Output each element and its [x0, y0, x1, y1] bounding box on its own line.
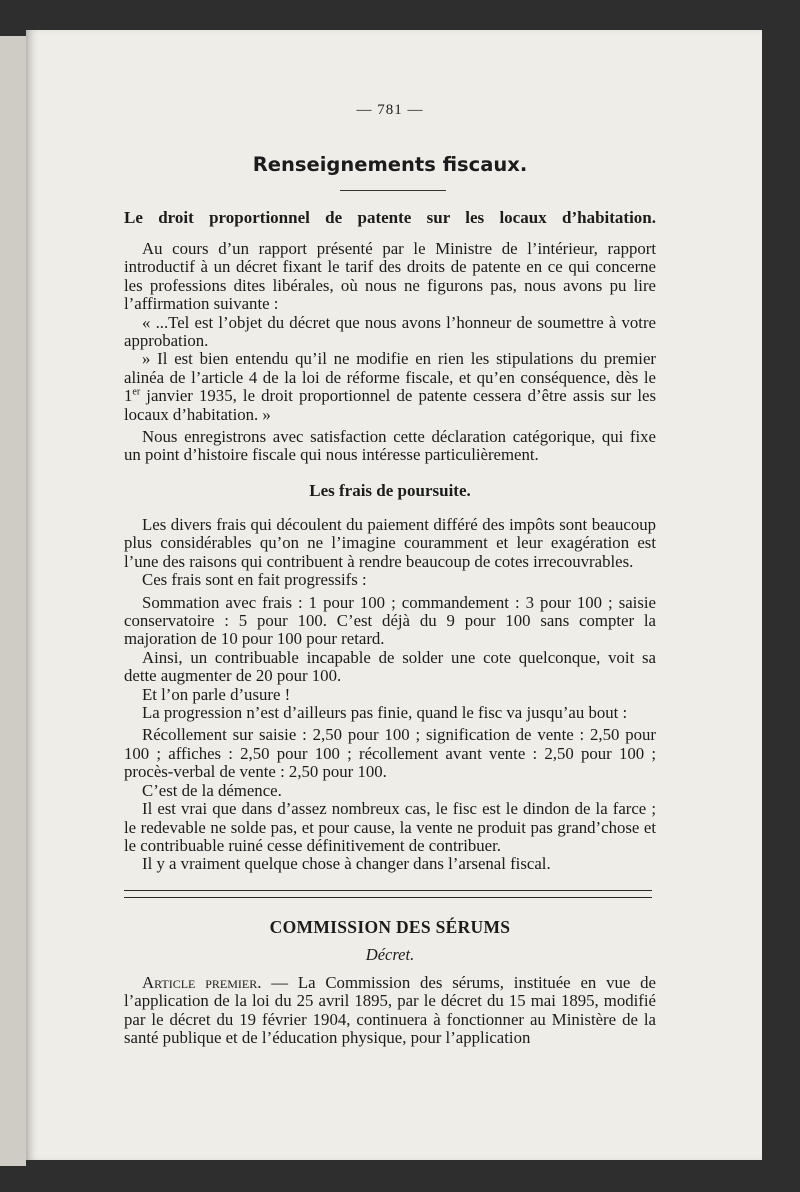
frais-paragraph: La progression n’est d’ailleurs pas finie, quand le fisc va jusqu’au bout :: [142, 703, 628, 723]
article-heading: Le droit proportionnel de patente sur les locaux d’habitation.: [124, 208, 656, 227]
article-paragraph: « ...Tel est l’objet du décret que nous avons l’honneur de soumettre à votre approbation.: [124, 312, 656, 351]
quote-continuation: [124, 350, 656, 424]
article-paragraph: Au cours d’un rapport présenté par le Ministre de l’intérieur, rapport introductif à un décret fixant le tarif des droits de patente en ce qui concerne les professions dites libérales, où nous ne figurons pas, nous avons pu lire l’affirmation suivante :: [124, 239, 656, 314]
frais-paragraph: Et l’on parle d’usure !: [142, 684, 291, 704]
page-number: — 781 —: [356, 102, 424, 118]
article-conclusion: Nous enregistrons avec satisfaction cette déclaration catégorique, qui fixe un point d’histoire fiscale qui nous intéresse particulièrement.: [124, 427, 656, 465]
article-premier-paragraph: [124, 974, 656, 1048]
section-title: Renseignements fiscaux.: [252, 153, 528, 176]
ordinal-superscript: er: [132, 386, 141, 398]
frais-body: [124, 516, 656, 874]
previous-page-edge: [0, 36, 26, 1166]
frais-paragraph: Les divers frais qui découlent du paiement différé des impôts sont beaucoup plus considérables qu’on ne l’imagine couramment et leur exagération est l’une des raisons qui contribuent à rendre beaucoup de cotes irrecouvrables.: [124, 515, 656, 571]
article-body: [124, 240, 656, 465]
frais-paragraph: Ainsi, un contribuable incapable de solder une cote quelconque, voit sa dette augmenter de 20 pour 100.: [124, 647, 656, 686]
document-page: [26, 30, 762, 1160]
section-divider: [124, 890, 652, 898]
frais-paragraph: Il y a vraiment quelque chose à changer dans l’arsenal fiscal.: [142, 854, 551, 874]
subheading-frais: Les frais de poursuite.: [309, 481, 471, 500]
article-premier-label: Article premier.: [142, 973, 262, 992]
article-premier: [124, 974, 656, 1048]
quote-text: janvier 1935, le droit proportionnel de patente cessera d’être assis sur les locaux d’habitation. »: [124, 386, 656, 424]
title-underline: [340, 190, 446, 191]
commission-title: COMMISSION DES SÉRUMS: [269, 917, 511, 937]
frais-paragraph: C’est de la démence.: [142, 780, 282, 800]
quote-text: » Il est bien entendu qu’il ne modifie en rien les stipulations du premier alinéa de l’article 4 de la loi de réforme fiscale, et qu’en conséquence, dès le 1: [124, 349, 656, 406]
frais-paragraph: Ces frais sont en fait progressifs :: [142, 570, 367, 590]
frais-paragraph: Récollement sur saisie : 2,50 pour 100 ; signification de vente : 2,50 pour 100 ; affiches : 2,50 pour 100 ; récollement avant vente : 2,50 pour 100 ; procès-verbal de vente : 2,50 pour 100.: [124, 725, 656, 782]
decret-label: Décret.: [365, 945, 415, 964]
frais-paragraph: Sommation avec frais : 1 pour 100 ; commandement : 3 pour 100 ; saisie conservatoire : 5 pour 100. C’est déjà du 9 pour 100 sans compter la majoration de 10 pour 100 pour retard.: [124, 592, 656, 649]
article-premier-text: — La Commission des sérums, instituée en vue de l’application de la loi du 25 avril 1895, par le décret du 15 mai 1895, modifié par le décret du 19 février 1904, continuera à fonctionner au Ministère de la santé publique et de l’éducation physique, pour l’application: [124, 973, 656, 1048]
frais-paragraph: Il est vrai que dans d’assez nombreux cas, le fisc est le dindon de la farce ; le redevable ne solde pas, et pour cause, la vente ne produit pas grand’chose et le contribuable ruiné cesse définitivement de contribuer.: [124, 799, 656, 855]
